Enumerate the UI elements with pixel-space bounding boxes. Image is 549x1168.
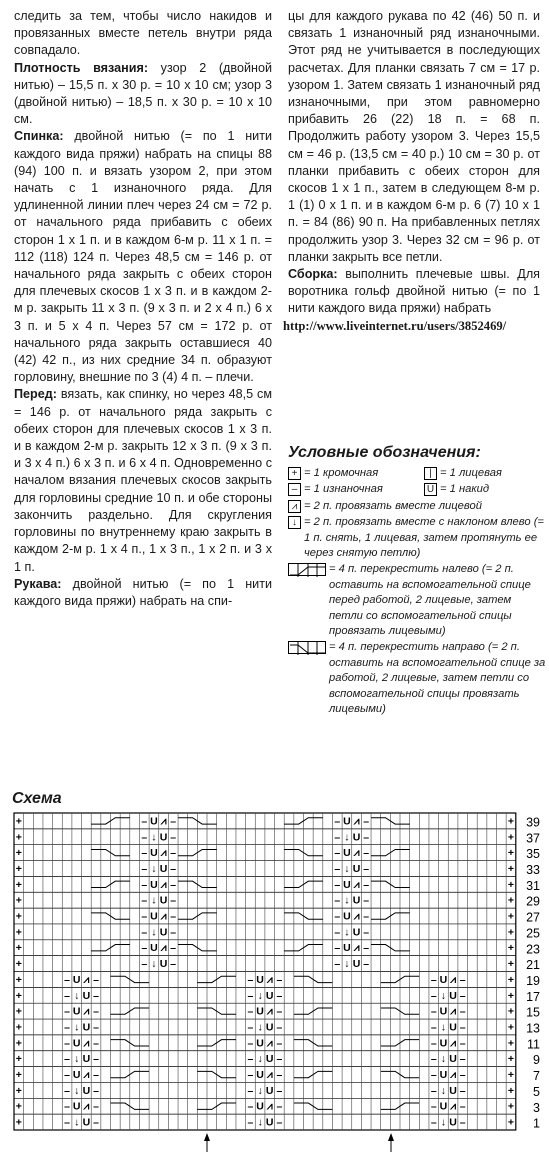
edge-stitch-icon: + (507, 910, 515, 923)
k2tog-icon: ⩘ (83, 1069, 90, 1082)
k2tog-icon: ⩘ (353, 847, 360, 860)
edge-stitch-icon: + (507, 989, 515, 1002)
row-number: 35 (526, 847, 540, 862)
row-number: 7 (533, 1069, 540, 1084)
purl-stitch-icon: – (141, 847, 148, 860)
purl-stitch-icon: – (247, 1069, 254, 1082)
yarn-over-icon: U (265, 1116, 274, 1129)
edge-stitch-icon: + (15, 910, 22, 923)
ssk-icon: ↓ (257, 989, 263, 1002)
paragraph-text: выполнить плечевые швы. Для воротника гольф двойной нитью (= по 1 нити каждого вида пряжи) набрать (288, 267, 540, 316)
yarn-over-icon: U (150, 847, 158, 860)
purl-stitch-icon: – (276, 989, 283, 1002)
purl-stitch-icon: – (276, 1021, 283, 1034)
edge-stitch-icon: + (288, 467, 301, 480)
purl-stitch-icon: – (170, 815, 177, 828)
k2tog-icon: ⩘ (83, 1005, 90, 1018)
ssk-icon: ↓ (288, 516, 301, 529)
row-number: 21 (526, 958, 540, 973)
purl-stitch-icon: – (334, 862, 341, 875)
repeat-arrow-head-icon (388, 1133, 394, 1141)
edge-stitch-icon: + (507, 815, 515, 828)
purl-stitch-icon: – (430, 989, 437, 1002)
purl-stitch-icon: – (276, 1084, 283, 1097)
edge-stitch-icon: + (15, 958, 22, 971)
edge-stitch-icon: + (507, 831, 515, 844)
ssk-icon: ↓ (74, 1053, 80, 1066)
yarn-over-icon: U (72, 1037, 81, 1050)
ssk-icon: ↓ (344, 894, 350, 907)
row-number: 17 (526, 989, 540, 1004)
source-url: http://www.liveinternet.ru/users/3852469/ (283, 318, 507, 333)
yarn-over-icon: U (343, 910, 351, 923)
purl-stitch-icon: – (93, 1100, 99, 1113)
row-number: 25 (526, 926, 540, 941)
purl-stitch-icon: – (141, 958, 148, 971)
yarn-over-icon: U (439, 1069, 448, 1082)
k2tog-icon: ⩘ (83, 973, 90, 986)
edge-stitch-icon: + (15, 1005, 22, 1018)
legend-k2tog: = 2 п. провязать вместе лицевой (304, 499, 482, 512)
k2tog-icon: ⩘ (266, 1100, 273, 1113)
purl-stitch-icon: – (430, 1005, 437, 1018)
purl-stitch-icon: – (247, 1021, 254, 1034)
yarn-over-icon: U (150, 910, 158, 923)
k2tog-icon: ⩘ (450, 1069, 457, 1082)
ssk-icon: ↓ (74, 1116, 80, 1129)
ssk-icon: ↓ (257, 1021, 263, 1034)
yarn-over-icon: U (150, 815, 158, 828)
row-number: 37 (526, 831, 540, 846)
purl-stitch-icon: – (64, 1116, 70, 1129)
ssk-icon: ↓ (74, 989, 80, 1002)
yarn-over-icon: U (150, 942, 158, 955)
purl-stitch-icon: – (430, 973, 437, 986)
edge-stitch-icon: + (15, 1100, 22, 1113)
legend-knit: = 1 лицевая (440, 467, 502, 479)
ssk-icon: ↓ (151, 862, 157, 875)
edge-stitch-icon: + (15, 831, 22, 844)
ssk-icon: ↓ (151, 926, 157, 939)
ssk-icon: ↓ (257, 1053, 263, 1066)
row-number: 9 (533, 1053, 540, 1068)
row-number: 29 (526, 894, 540, 909)
purl-stitch-icon: – (247, 1053, 254, 1066)
purl-stitch-icon: – (141, 815, 148, 828)
ssk-icon: ↓ (344, 862, 350, 875)
purl-stitch-icon: – (363, 815, 370, 828)
ssk-icon: ↓ (344, 831, 350, 844)
k2tog-icon: ⩘ (266, 1005, 273, 1018)
purl-stitch-icon: – (459, 1037, 466, 1050)
k2tog-icon: ⩘ (353, 815, 360, 828)
paragraph-heading: Перед: (14, 387, 57, 402)
purl-stitch-icon: – (430, 1069, 437, 1082)
purl-stitch-icon: – (93, 1053, 99, 1066)
edge-stitch-icon: + (507, 1037, 515, 1050)
edge-stitch-icon: + (15, 1069, 22, 1082)
purl-stitch-icon: – (64, 1005, 70, 1018)
edge-stitch-icon: + (15, 1037, 22, 1050)
purl-stitch-icon: – (141, 831, 148, 844)
k2tog-icon: ⩘ (266, 1069, 273, 1082)
k2tog-icon: ⩘ (353, 878, 360, 891)
legend-purl: = 1 изнаночная (304, 483, 383, 496)
yarn-over-icon: U (424, 483, 437, 496)
purl-stitch-icon: – (276, 1069, 283, 1082)
edge-stitch-icon: + (507, 847, 515, 860)
legend-ssk: = 2 п. провязать вместе с наклоном влево (= 1 п. снять, 1 лицевая, затем протянуть ее через снятую петлю) (304, 516, 544, 560)
ssk-icon: ↓ (74, 1021, 80, 1034)
row-number: 1 (533, 1116, 540, 1131)
yarn-over-icon: U (256, 1037, 264, 1050)
purl-stitch-icon: – (276, 1005, 283, 1018)
purl-stitch-icon: – (276, 1116, 283, 1129)
k2tog-icon: ⩘ (160, 847, 167, 860)
yarn-over-icon: U (352, 862, 361, 875)
ssk-icon: ↓ (151, 894, 157, 907)
edge-stitch-icon: + (15, 815, 22, 828)
yarn-over-icon: U (256, 1100, 264, 1113)
purl-stitch-icon: – (334, 910, 341, 923)
purl-stitch-icon: – (430, 1100, 437, 1113)
row-number: 5 (533, 1084, 540, 1099)
purl-stitch-icon: – (93, 1069, 99, 1082)
purl-stitch-icon: – (170, 894, 177, 907)
yarn-over-icon: U (352, 958, 361, 971)
purl-stitch-icon: – (170, 942, 177, 955)
edge-stitch-icon: + (507, 1100, 515, 1113)
yarn-over-icon: U (352, 831, 361, 844)
edge-stitch-icon: + (15, 862, 22, 875)
row-number: 39 (526, 815, 540, 830)
yarn-over-icon: U (82, 1053, 91, 1066)
purl-stitch-icon: – (459, 1084, 466, 1097)
purl-stitch-icon: – (170, 831, 177, 844)
edge-stitch-icon: + (15, 942, 22, 955)
ssk-icon: ↓ (440, 989, 447, 1002)
edge-stitch-icon: + (15, 926, 22, 939)
purl-stitch-icon: – (363, 878, 370, 891)
yarn-over-icon: U (159, 926, 168, 939)
repeat-arrow-head-icon (204, 1133, 210, 1141)
edge-stitch-icon: + (15, 1116, 22, 1129)
purl-stitch-icon: – (459, 1069, 466, 1082)
k2tog-icon: ⩘ (160, 815, 167, 828)
purl-stitch-icon: – (64, 1100, 70, 1113)
purl-stitch-icon: – (93, 1084, 99, 1097)
yarn-over-icon: U (72, 1100, 81, 1113)
edge-stitch-icon: + (507, 894, 515, 907)
edge-stitch-icon: + (507, 1021, 515, 1034)
yarn-over-icon: U (256, 1005, 264, 1018)
yarn-over-icon: U (159, 831, 168, 844)
purl-stitch-icon: – (64, 989, 70, 1002)
yarn-over-icon: U (449, 1021, 457, 1034)
purl-stitch-icon: – (247, 989, 254, 1002)
edge-stitch-icon: + (507, 862, 515, 875)
purl-stitch-icon: – (93, 1116, 99, 1129)
row-number: 13 (526, 1021, 540, 1036)
schema-title: Схема (12, 790, 62, 807)
ssk-icon: ↓ (151, 958, 157, 971)
purl-stitch-icon: – (276, 1037, 283, 1050)
yarn-over-icon: U (82, 1084, 91, 1097)
purl-stitch-icon: – (170, 878, 177, 891)
yarn-over-icon: U (72, 1005, 81, 1018)
yarn-over-icon: U (439, 1037, 448, 1050)
ssk-icon: ↓ (440, 1021, 447, 1034)
ssk-icon: ↓ (440, 1053, 447, 1066)
purl-stitch-icon: – (170, 847, 177, 860)
purl-stitch-icon: – (334, 815, 341, 828)
knit-stitch-icon: | (424, 467, 437, 480)
yarn-over-icon: U (265, 989, 274, 1002)
purl-stitch-icon: – (334, 831, 341, 844)
purl-stitch-icon: – (334, 894, 341, 907)
purl-stitch-icon: – (64, 1084, 70, 1097)
edge-stitch-icon: + (507, 926, 515, 939)
k2tog-icon: ⩘ (450, 1100, 457, 1113)
purl-stitch-icon: – (93, 1021, 99, 1034)
purl-stitch-icon: – (170, 958, 177, 971)
paragraph-heading: Рукава: (14, 576, 62, 591)
yarn-over-icon: U (256, 973, 264, 986)
row-number: 33 (526, 863, 540, 878)
purl-stitch-icon: – (93, 1005, 99, 1018)
yarn-over-icon: U (256, 1069, 264, 1082)
purl-stitch-icon: – (363, 942, 370, 955)
purl-stitch-icon: – (288, 483, 301, 496)
yarn-over-icon: U (449, 989, 457, 1002)
yarn-over-icon: U (265, 1084, 274, 1097)
yarn-over-icon: U (439, 1100, 448, 1113)
purl-stitch-icon: – (334, 878, 341, 891)
yarn-over-icon: U (343, 815, 351, 828)
k2tog-icon: ⩘ (266, 973, 273, 986)
purl-stitch-icon: – (64, 1037, 70, 1050)
yarn-over-icon: U (449, 1084, 457, 1097)
purl-stitch-icon: – (430, 1037, 437, 1050)
purl-stitch-icon: – (276, 1053, 283, 1066)
purl-stitch-icon: – (430, 1084, 437, 1097)
purl-stitch-icon: – (93, 1037, 99, 1050)
yarn-over-icon: U (343, 942, 351, 955)
purl-stitch-icon: – (459, 1021, 466, 1034)
edge-stitch-icon: + (15, 894, 22, 907)
purl-stitch-icon: – (363, 847, 370, 860)
purl-stitch-icon: – (247, 1084, 254, 1097)
k2tog-icon: ⩘ (288, 500, 301, 513)
purl-stitch-icon: – (64, 1053, 70, 1066)
row-number: 27 (526, 910, 540, 925)
k2tog-icon: ⩘ (353, 942, 360, 955)
edge-stitch-icon: + (507, 973, 515, 986)
purl-stitch-icon: – (93, 989, 99, 1002)
k2tog-icon: ⩘ (83, 1037, 90, 1050)
k2tog-icon: ⩘ (160, 942, 167, 955)
edge-stitch-icon: + (507, 1053, 515, 1066)
yarn-over-icon: U (72, 973, 81, 986)
yarn-over-icon: U (265, 1021, 274, 1034)
paragraph-text: следить за тем, чтобы число накидов и провязанных вместе петель внутри ряда совпадало. (14, 9, 272, 58)
purl-stitch-icon: – (141, 862, 148, 875)
ssk-icon: ↓ (344, 926, 350, 939)
purl-stitch-icon: – (363, 926, 370, 939)
purl-stitch-icon: – (141, 894, 148, 907)
ssk-icon: ↓ (257, 1116, 263, 1129)
purl-stitch-icon: – (170, 926, 177, 939)
purl-stitch-icon: – (459, 1005, 466, 1018)
k2tog-icon: ⩘ (450, 1005, 457, 1018)
k2tog-icon: ⩘ (266, 1037, 273, 1050)
ssk-icon: ↓ (440, 1116, 447, 1129)
purl-stitch-icon: – (334, 926, 341, 939)
purl-stitch-icon: – (247, 1100, 254, 1113)
yarn-over-icon: U (449, 1053, 457, 1066)
purl-stitch-icon: – (334, 942, 341, 955)
purl-stitch-icon: – (64, 1069, 70, 1082)
yarn-over-icon: U (352, 894, 361, 907)
yarn-over-icon: U (159, 958, 168, 971)
edge-stitch-icon: + (507, 1084, 515, 1097)
edge-stitch-icon: + (507, 958, 515, 971)
row-number: 3 (533, 1100, 540, 1115)
paragraph-heading: Плотность вязания: (14, 60, 149, 75)
purl-stitch-icon: – (363, 831, 370, 844)
legend-edge: = 1 кромочная (304, 467, 379, 479)
purl-stitch-icon: – (93, 973, 99, 986)
row-number: 31 (526, 878, 540, 893)
edge-stitch-icon: + (15, 973, 22, 986)
k2tog-icon: ⩘ (353, 910, 360, 923)
yarn-over-icon: U (439, 1005, 448, 1018)
edge-stitch-icon: + (507, 1005, 515, 1018)
ssk-icon: ↓ (440, 1084, 447, 1097)
purl-stitch-icon: – (276, 973, 283, 986)
yarn-over-icon: U (439, 973, 448, 986)
paragraph-text: двойной нитью (= по 1 нити каждого вида пряжи) набрать на спи- (14, 576, 272, 608)
purl-stitch-icon: – (247, 1116, 254, 1129)
legend-yo: = 1 накид (440, 483, 490, 496)
yarn-over-icon: U (82, 1116, 91, 1129)
purl-stitch-icon: – (170, 862, 177, 875)
purl-stitch-icon: – (430, 1021, 437, 1034)
ssk-icon: ↓ (151, 831, 157, 844)
purl-stitch-icon: – (64, 973, 70, 986)
yarn-over-icon: U (352, 926, 361, 939)
row-number: 11 (527, 1037, 540, 1052)
edge-stitch-icon: + (15, 1021, 22, 1034)
purl-stitch-icon: – (459, 1053, 466, 1066)
yarn-over-icon: U (150, 878, 158, 891)
purl-stitch-icon: – (247, 1005, 254, 1018)
legend-cross-left: = 4 п. перекрестить налево (= 2 п. оставить на вспомогательной спице перед работой, 2 лицевые, затем петли со вспомогательной спицы провязать лицевыми) (329, 563, 531, 638)
yarn-over-icon: U (265, 1053, 274, 1066)
purl-stitch-icon: – (276, 1100, 283, 1113)
k2tog-icon: ⩘ (160, 910, 167, 923)
edge-stitch-icon: + (15, 1084, 22, 1097)
purl-stitch-icon: – (141, 942, 148, 955)
k2tog-icon: ⩘ (160, 878, 167, 891)
yarn-over-icon: U (82, 1021, 91, 1034)
purl-stitch-icon: – (459, 1116, 466, 1129)
edge-stitch-icon: + (507, 1116, 515, 1129)
yarn-over-icon: U (343, 878, 351, 891)
purl-stitch-icon: – (430, 1116, 437, 1129)
paragraph-text: двойной нитью (= по 1 нити каждого вида пряжи) набрать на спицы 88 (94) 100 п. и вязать узором 2, при этом начать с 1 изнаночного ряда. Для удлиненной линии плеч через 24 см = 72 р. от начального ряда прибавить с обеих сторон 1 х 1 п. и в каждом 6-м р. 11 х 1 п. = 112 (118) 124 п. Через 48,5 см = 146 р. от начального ряда закрыть с обеих сторон для плечевых скосов 1 х 3 п. и в каждом 2-м р. закрыть 11 х 3 п. (9 х 3 п. и 2 х 4 п.) 6 х 3 п. и 5 х 4 п. Через 57 см = 172 р. от начального ряда закрыть оставшиеся 40 (42) 42 п., из них средние 34 п. образуют горловину, внешние по 3 (4) 4 п. – плечи. (14, 129, 272, 385)
k2tog-icon: ⩘ (450, 973, 457, 986)
purl-stitch-icon: – (141, 878, 148, 891)
ssk-icon: ↓ (74, 1084, 80, 1097)
edge-stitch-icon: + (15, 847, 22, 860)
purl-stitch-icon: – (247, 1037, 254, 1050)
purl-stitch-icon: – (64, 1021, 70, 1034)
yarn-over-icon: U (449, 1116, 457, 1129)
purl-stitch-icon: – (141, 910, 148, 923)
purl-stitch-icon: – (170, 910, 177, 923)
purl-stitch-icon: – (363, 862, 370, 875)
ssk-icon: ↓ (257, 1084, 263, 1097)
row-number: 19 (526, 973, 540, 988)
k2tog-icon: ⩘ (83, 1100, 90, 1113)
paragraph-heading: Спинка: (14, 129, 64, 144)
purl-stitch-icon: – (141, 926, 148, 939)
yarn-over-icon: U (159, 894, 168, 907)
edge-stitch-icon: + (15, 989, 22, 1002)
paragraph-heading: Сборка: (288, 267, 338, 282)
edge-stitch-icon: + (507, 1069, 515, 1082)
paragraph-text: узор 2 (двойной нитью) – 15,5 п. х 30 р. = 10 х 10 см; узор 3 (двойной нитью) – 18,5 п. х 30 р. = 10 х 10 см. (14, 60, 272, 127)
purl-stitch-icon: – (363, 894, 370, 907)
row-number: 15 (526, 1005, 540, 1020)
k2tog-icon: ⩘ (450, 1037, 457, 1050)
yarn-over-icon: U (343, 847, 351, 860)
purl-stitch-icon: – (247, 973, 254, 986)
yarn-over-icon: U (82, 989, 91, 1002)
paragraph-text: цы для каждого рукава по 42 (46) 50 п. и связать 1 изнаночный ряд изнаночными. Этот ряд не учитывается в последующих расчетах. Для планки связать 7 см = 17 р. узором 1. Затем связать 1 изнаночный ряд изнаночными, при этом равномерно прибавить 26 (22) 18 п. = 68 п. Продолжить работу узором 3. Через 15,5 см = 46 р. (13,5 см = 40 р.) 10 см = 30 р. от планки прибавить с обеих сторон для скосов 1 х 1 п., затем в следующем 8-м р. 1 (1) 0 х 1 п. и в каждом 6-м р. 6 (7) 10 х 1 п. = 84 (86) 90 п. На прибавленных петлях продолжить узор 3. Через 32 см = 96 р. от планки закрыть все петли. (288, 9, 540, 264)
purl-stitch-icon: – (334, 847, 341, 860)
row-number: 23 (526, 942, 540, 957)
legend-cross-right: = 4 п. перекрестить направо (= 2 п. оставить на вспомогательной спице за работой, 2 лицевые, затем петли со вспомогательной спицы провязать лицевыми) (329, 641, 546, 716)
paragraph-text: вязать, как спинку, но через 48,5 см = 146 р. от начального ряда закрыть с обеих сторон для плечевых скосов 1 х 3 п. и в каждом 2-м р. закрыть 12 х 3 п. (9 х 3 п. и 3 х 4 п.) 6 х 3 п. и 6 х 4 п. Одновременно с началом вязания плечевых скосов закрыть для горловины средние 10 п. и обе стороны закончить раздельно. Для скругления горловины по внутреннему краю закрыть в каждом 2-м р. 1 х 4 п., 1 х 3 п., 1 х 2 п. и 3 х 1 п. (14, 387, 272, 574)
purl-stitch-icon: – (459, 989, 466, 1002)
edge-stitch-icon: + (507, 878, 515, 891)
yarn-over-icon: U (159, 862, 168, 875)
purl-stitch-icon: – (430, 1053, 437, 1066)
edge-stitch-icon: + (15, 1053, 22, 1066)
purl-stitch-icon: – (459, 973, 466, 986)
ssk-icon: ↓ (344, 958, 350, 971)
purl-stitch-icon: – (334, 958, 341, 971)
purl-stitch-icon: – (363, 910, 370, 923)
legend-title: Условные обозначения: (288, 444, 481, 461)
edge-stitch-icon: + (15, 878, 22, 891)
yarn-over-icon: U (72, 1069, 81, 1082)
edge-stitch-icon: + (507, 942, 515, 955)
purl-stitch-icon: – (459, 1100, 466, 1113)
purl-stitch-icon: – (363, 958, 370, 971)
